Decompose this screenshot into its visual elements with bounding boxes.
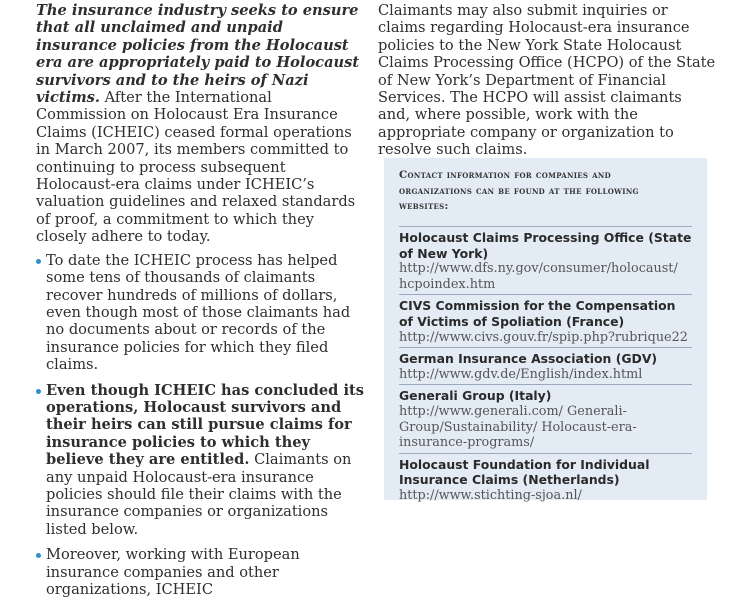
bullet-item: [36, 382, 366, 539]
contact-entry: [399, 453, 692, 506]
left-column: [36, 0, 366, 606]
contact-entry: [399, 384, 692, 452]
contact-entry: [399, 226, 692, 294]
organization-name: Generali Group (Italy): [399, 388, 552, 404]
contact-info-box: [384, 158, 707, 503]
bullet-text: To date the ICHEIC process has helped some tens of thousands of claimants recover hundreds of millions of dollars, even though most of those claimants had no documents about or records of the insurance policies for which they filed claims.: [46, 251, 351, 374]
bullet-text: Moreover, working with European insurance companies and other organizations, ICHEIC: [46, 546, 300, 598]
organization-name: Holocaust Claims Processing Office (State of New York): [399, 230, 692, 261]
website-link[interactable]: http://www.gdv.de/English/index.html: [399, 366, 643, 382]
website-link[interactable]: http://www.stichting-sjoa.nl/: [399, 487, 582, 503]
contact-entry: [399, 347, 692, 384]
intro-bold-text: The insurance industry seeks to ensure that all unclaimed and unpaid insurance policies from the Holocaust era are appropriately paid to Holocaust survivors and to the heirs of Nazi victims.: [36, 2, 360, 107]
intro-paragraph: [36, 2, 366, 246]
website-link[interactable]: http://www.generali.com/ Generali-Group/Sustainability/ Holocaust-era-insurance-programs/: [399, 403, 637, 451]
website-link[interactable]: http://www.dfs.ny.gov/consumer/holocaust/ hcpoindex.htm: [399, 261, 678, 292]
organization-name: German Insurance Association (GDV): [399, 351, 658, 367]
bullet-bold-text: Even though ICHEIC has concluded its operations, Holocaust survivors and their heirs can still pursue claims for insurance policies to which they believe they are entitled.: [46, 381, 364, 469]
bullet-item: [36, 546, 366, 598]
right-paragraph: Claimants may also submit inquiries or claims regarding Holocaust-era insurance policies to the New York State Holocaust Claims Processing Office (HCPO) of the State of New York’s Department of Financial Services. The HCPO will assist claimants and, where possible, work with the appropriate company or organization to resolve such claims.: [378, 2, 716, 159]
organization-name: CIVS Commission for the Compensation of Victims of Spoliation (France): [399, 298, 676, 329]
right-column: [378, 0, 718, 159]
contact-entries: [399, 226, 692, 506]
website-link[interactable]: http://www.civs.gouv.fr/spip.php?rubrique22: [399, 329, 688, 345]
contact-entry: [399, 294, 692, 347]
organization-name: Holocaust Foundation for Individual Insurance Claims (Netherlands): [399, 456, 650, 488]
bullet-item: [36, 252, 366, 374]
contact-heading: Contact information for companies and organizations can be found at the following websites:: [399, 169, 639, 213]
bullet-text: Claimants on any unpaid Holocaust-era insurance policies should file their claims with the insurance companies or organizations listed below.: [46, 451, 352, 538]
intro-text: After the International Commission on Holocaust Era Insurance Claims (ICHEIC) ceased formal operations in March 2007, its members committed to continuing to process subsequent Holocaust-era claims under ICHEIC’s valuation guidelines and relaxed standards of proof, a commitment to which they closely adhere to today.: [36, 89, 356, 246]
bullet-list: [36, 252, 366, 599]
